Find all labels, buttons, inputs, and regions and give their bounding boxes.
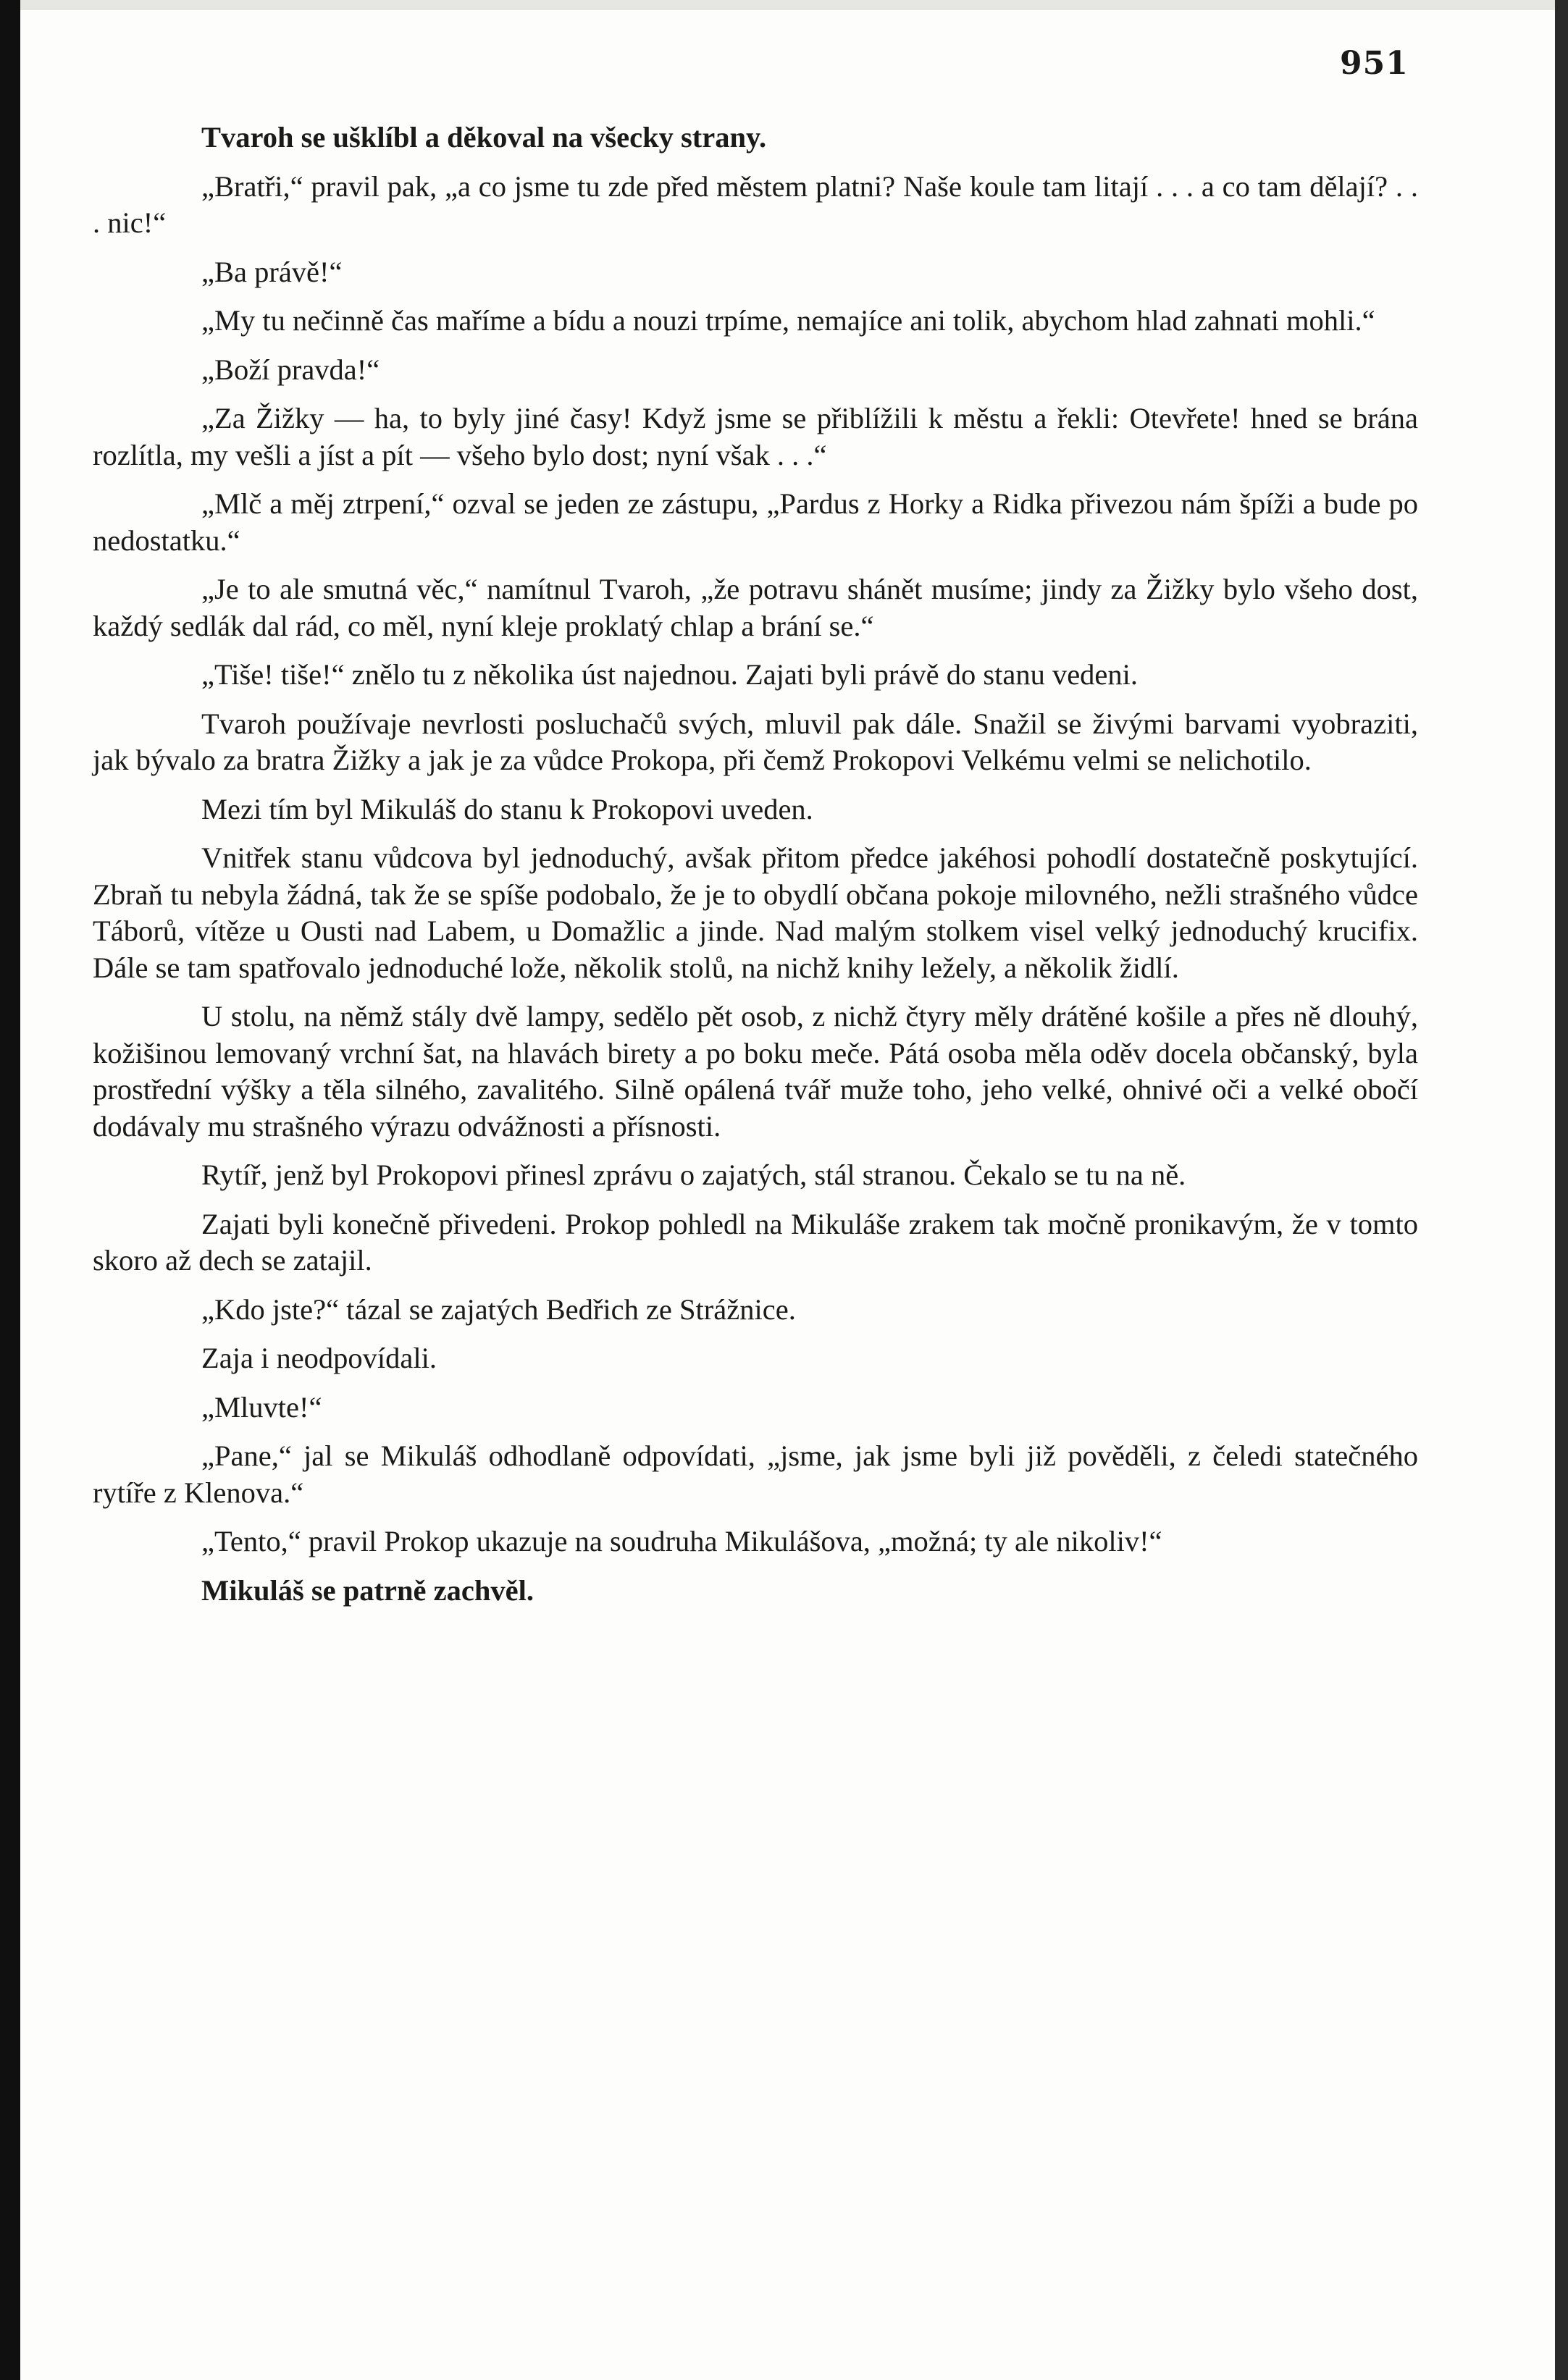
paragraph: Vnitřek stanu vůdcova byl jednoduchý, avšak přitom předce jakéhosi pohodlí dostatečně poskytující. Zbraň tu nebyla žádná, tak že se spíše podobalo, že je to obydlí občana pokoje milovného, nežli strašného vůdce Táborů, vítěze u Ousti nad Labem, u Domažlic a jinde. Nad malým stolkem visel velký jednoduchý krucifix. Dále se tam spatřovalo jednoduché lože, několik stolů, na nichž knihy ležely, a několik židlí. xyxy=(93,841,1418,984)
paragraph: „Tento,“ pravil Prokop ukazuje na soudruha Mikulášova, „možná; ty ale nikoliv!“ xyxy=(201,1525,1162,1557)
paragraph: „Boží pravda!“ xyxy=(201,353,380,386)
paragraph: „My tu nečinně čas maříme a bídu a nouzi trpíme, nemajíce ani tolik, abychom hlad zahnati mohli.“ xyxy=(201,304,1375,337)
paragraph: Tvaroh se ušklíbl a děkoval na všecky strany. xyxy=(201,121,767,154)
paragraph: Zajati byli konečně přivedeni. Prokop pohledl na Mikuláše zrakem tak močně pronikavým, že v tomto skoro až dech se zatajil. xyxy=(93,1207,1418,1277)
paragraph: Mikuláš se patrně zachvěl. xyxy=(201,1573,534,1607)
paragraph: Tvaroh používaje nevrlosti posluchačů svých, mluvil pak dále. Snažil se živými barvami vyobraziti, jak bývalo za bratra Žižky a jak je za vůdce Prokopa, při čemž Prokopovi Velkému velmi se nelichotilo. xyxy=(93,707,1418,776)
scan-top-edge xyxy=(20,0,1555,10)
page-number: 951 xyxy=(1340,45,1409,82)
paragraph: „Kdo jste?“ tázal se zajatých Bedřich ze Strážnice. xyxy=(201,1292,796,1326)
paragraph: „Mlč a měj ztrpení,“ ozval se jeden ze zástupu, „Pardus z Horky a Ridka přivezou nám špíži a bude po nedostatku.“ xyxy=(93,487,1418,557)
paragraph: „Je to ale smutná věc,“ namítnul Tvaroh, „že potravu shánět musíme; jindy za Žižky bylo všeho dost, každý sedlák dal rád, co měl, nyní kleje proklatý chlap a brání se.“ xyxy=(93,573,1418,642)
body-text xyxy=(93,119,1418,1621)
paragraph: „Ba právě!“ xyxy=(201,255,343,288)
paragraph: „Tiše! tiše!“ znělo tu z několika úst najednou. Zajati byli právě do stanu vedeni. xyxy=(201,658,1139,691)
paragraph: Mezi tím byl Mikuláš do stanu k Prokopovi uveden. xyxy=(201,792,813,825)
paragraph: „Za Žižky — ha, to byly jiné časy! Když jsme se přiblížili k městu a řekli: Otevřete! hned se brána rozlítla, my vešli a jíst a pít — všeho bylo dost; nyní však . . .“ xyxy=(93,402,1418,471)
paragraph: „Bratři,“ pravil pak, „a co jsme tu zde před městem platni? Naše koule tam litají . . . a co tam dělají? . . . nic!“ xyxy=(93,169,1418,239)
paragraph: U stolu, na němž stály dvě lampy, sedělo pět osob, z nichž čtyry měly drátěné košile a přes ně dlouhý, kožišinou lemovaný vrchní šat, na hlavách birety a po boku meče. Pátá osoba měla oděv docela občanský, byla prostřední výšky a těla silného, zavalitého. Silně opálená tvář muže toho, jeho velké, ohnivé oči a velké obočí dodávaly mu strašného výrazu odvážnosti a přísnosti. xyxy=(93,1000,1418,1143)
paragraph: Rytíř, jenž byl Prokopovi přinesl zprávu o zajatých, stál stranou. Čekalo se tu na ně. xyxy=(201,1159,1186,1191)
paragraph: „Mluvte!“ xyxy=(201,1390,322,1424)
paragraph: „Pane,“ jal se Mikuláš odhodlaně odpovídati, „jsme, jak jsme byli již pověděli, z čeledi statečného rytíře z Klenova.“ xyxy=(93,1439,1418,1509)
paragraph: Zaja i neodpovídali. xyxy=(201,1342,437,1374)
scan-left-edge xyxy=(0,0,20,2380)
scan-right-edge xyxy=(1555,0,1568,2380)
